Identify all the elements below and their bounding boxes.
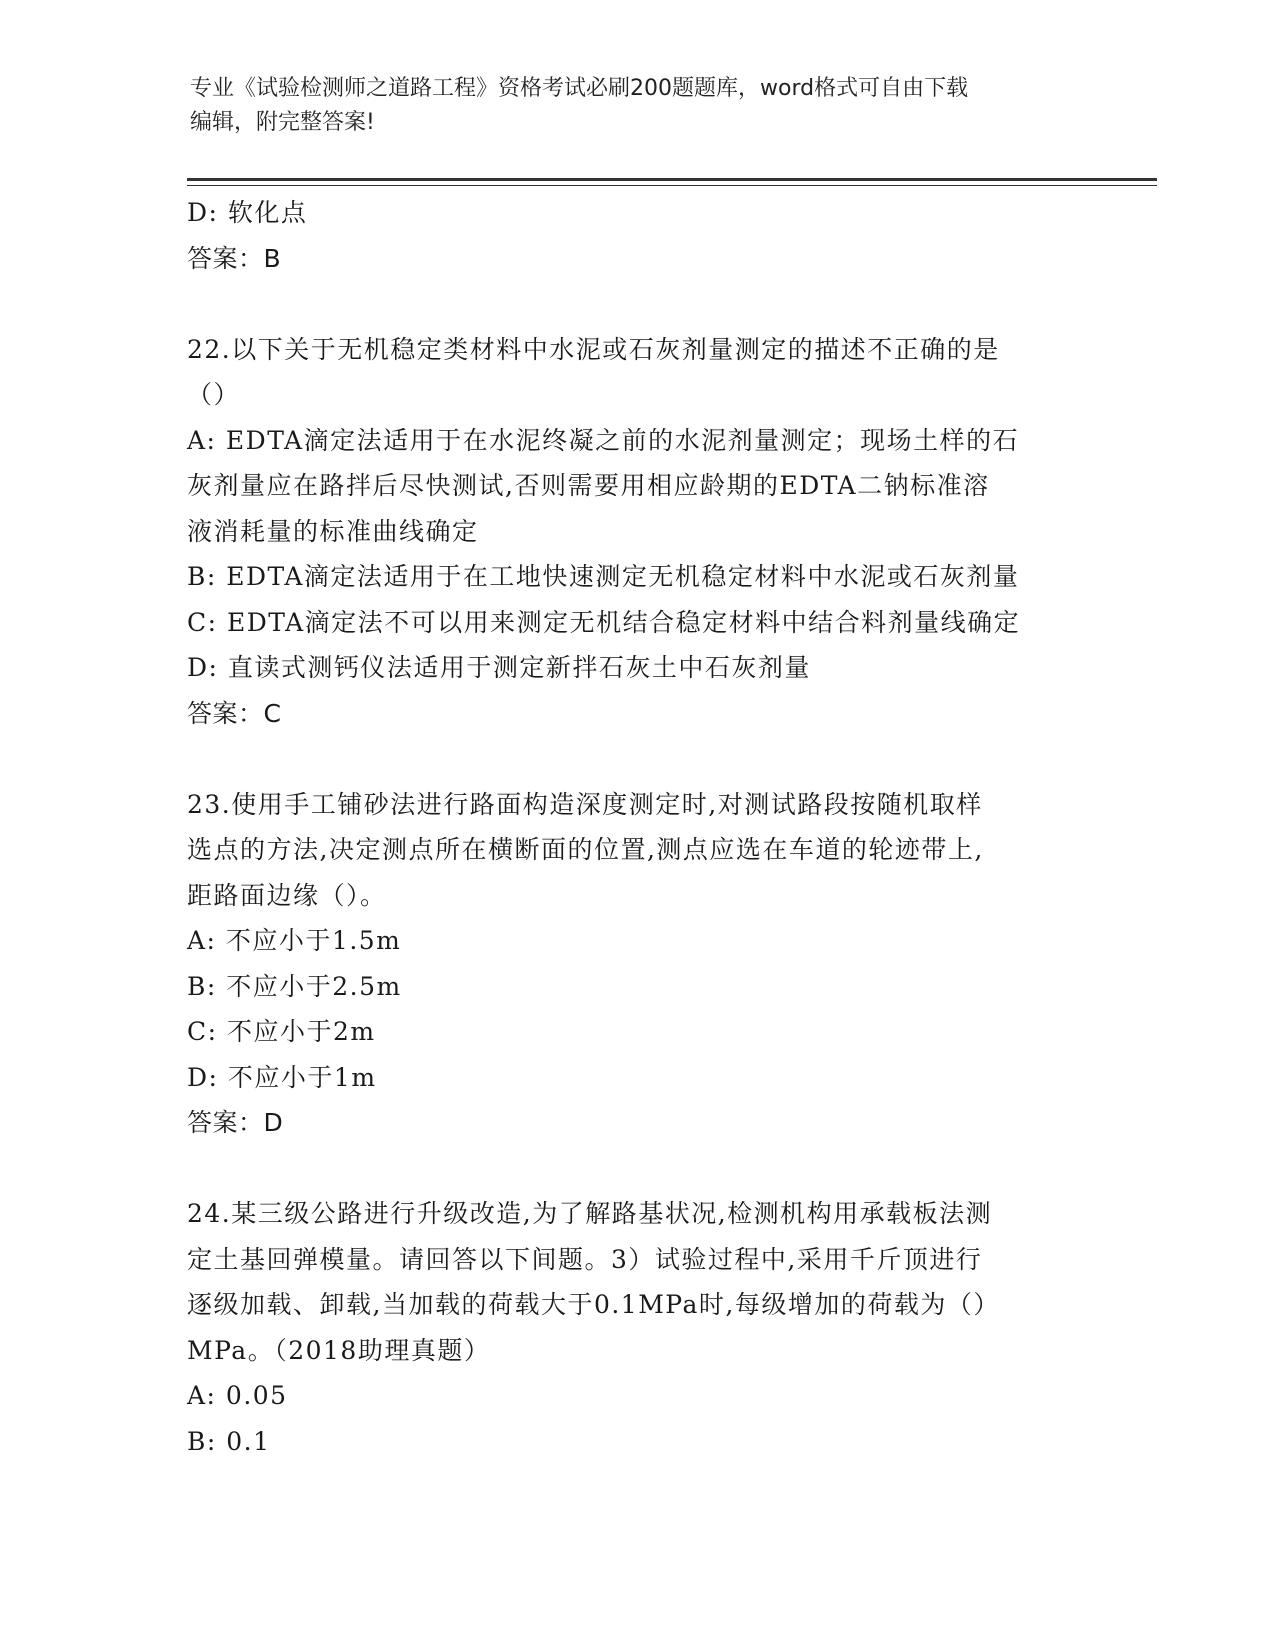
spacer — [187, 736, 1087, 782]
question-stem: MPa。（2018助理真题） — [187, 1335, 491, 1365]
question-22 — [187, 327, 1087, 737]
option-c: C: 不应小于2m — [187, 1017, 376, 1046]
option-b: B: 0.1 — [187, 1426, 271, 1456]
option-b: B: EDTA滴定法适用于在工地快速测定无机稳定材料中水泥或石灰剂量 — [187, 562, 1020, 591]
option-a: A: 不应小于1.5m — [187, 926, 402, 955]
option-a: A: EDTA滴定法适用于在水泥终凝之前的水泥剂量测定；现场土样的石 — [187, 425, 1020, 455]
option-d: D: 直读式测钙仪法适用于测定新拌石灰土中石灰剂量 — [187, 653, 811, 682]
question-stem: 24.某三级公路进行升级改造,为了解路基状况,检测机构用承载板法测 — [187, 1199, 993, 1228]
question-stem: 选点的方法,决定测点所在横断面的位置,测点应选在车道的轮迹带上, — [187, 835, 984, 864]
question-list — [187, 190, 1087, 1464]
spacer — [187, 1146, 1087, 1192]
option-b: B: 不应小于2.5m — [187, 971, 402, 1001]
answer: 答案：D — [187, 1108, 284, 1137]
question-stem: 定土基回弹模量。请回答以下间题。3）试验过程中,采用千斤顶进行 — [187, 1244, 983, 1274]
prev-answer: 答案：B — [187, 243, 282, 273]
header-title-line-2: 编辑，附完整答案! — [190, 110, 375, 135]
option-a: 灰剂量应在路拌后尽快测试,否则需要用相应龄期的EDTA二钠标准溶 — [187, 471, 990, 500]
answer: 答案：C — [187, 698, 282, 728]
option-c: C: EDTA滴定法不可以用来测定无机结合稳定材料中结合料剂量线确定 — [187, 607, 1021, 637]
question-stem: 距路面边缘（）。 — [187, 880, 387, 910]
header-divider-thin — [187, 185, 1157, 186]
prev-option-d: D: 软化点 — [187, 198, 308, 227]
question-stem: （） — [187, 380, 241, 409]
option-d: D: 不应小于1m — [187, 1062, 377, 1092]
header-divider — [187, 178, 1157, 181]
option-a: A: 0.05 — [187, 1381, 288, 1410]
header-title-line-1: 专业《试验检测师之道路工程》资格考试必刷200题题库，word格式可自由下载 — [190, 76, 969, 101]
question-stem: 23.使用手工铺砂法进行路面构造深度测定时,对测试路段按随机取样 — [187, 789, 983, 819]
spacer — [187, 281, 1087, 327]
document-header — [190, 72, 1070, 140]
option-a: 液消耗量的标准曲线确定 — [187, 516, 479, 546]
question-24 — [187, 1191, 1087, 1464]
question-23 — [187, 782, 1087, 1146]
question-stem: 22.以下关于无机稳定类材料中水泥或石灰剂量测定的描述不正确的是 — [187, 334, 1000, 364]
question-stem: 逐级加载、卸载,当加载的荷载大于0.1MPa时,每级增加的荷载为（） — [187, 1290, 1000, 1319]
